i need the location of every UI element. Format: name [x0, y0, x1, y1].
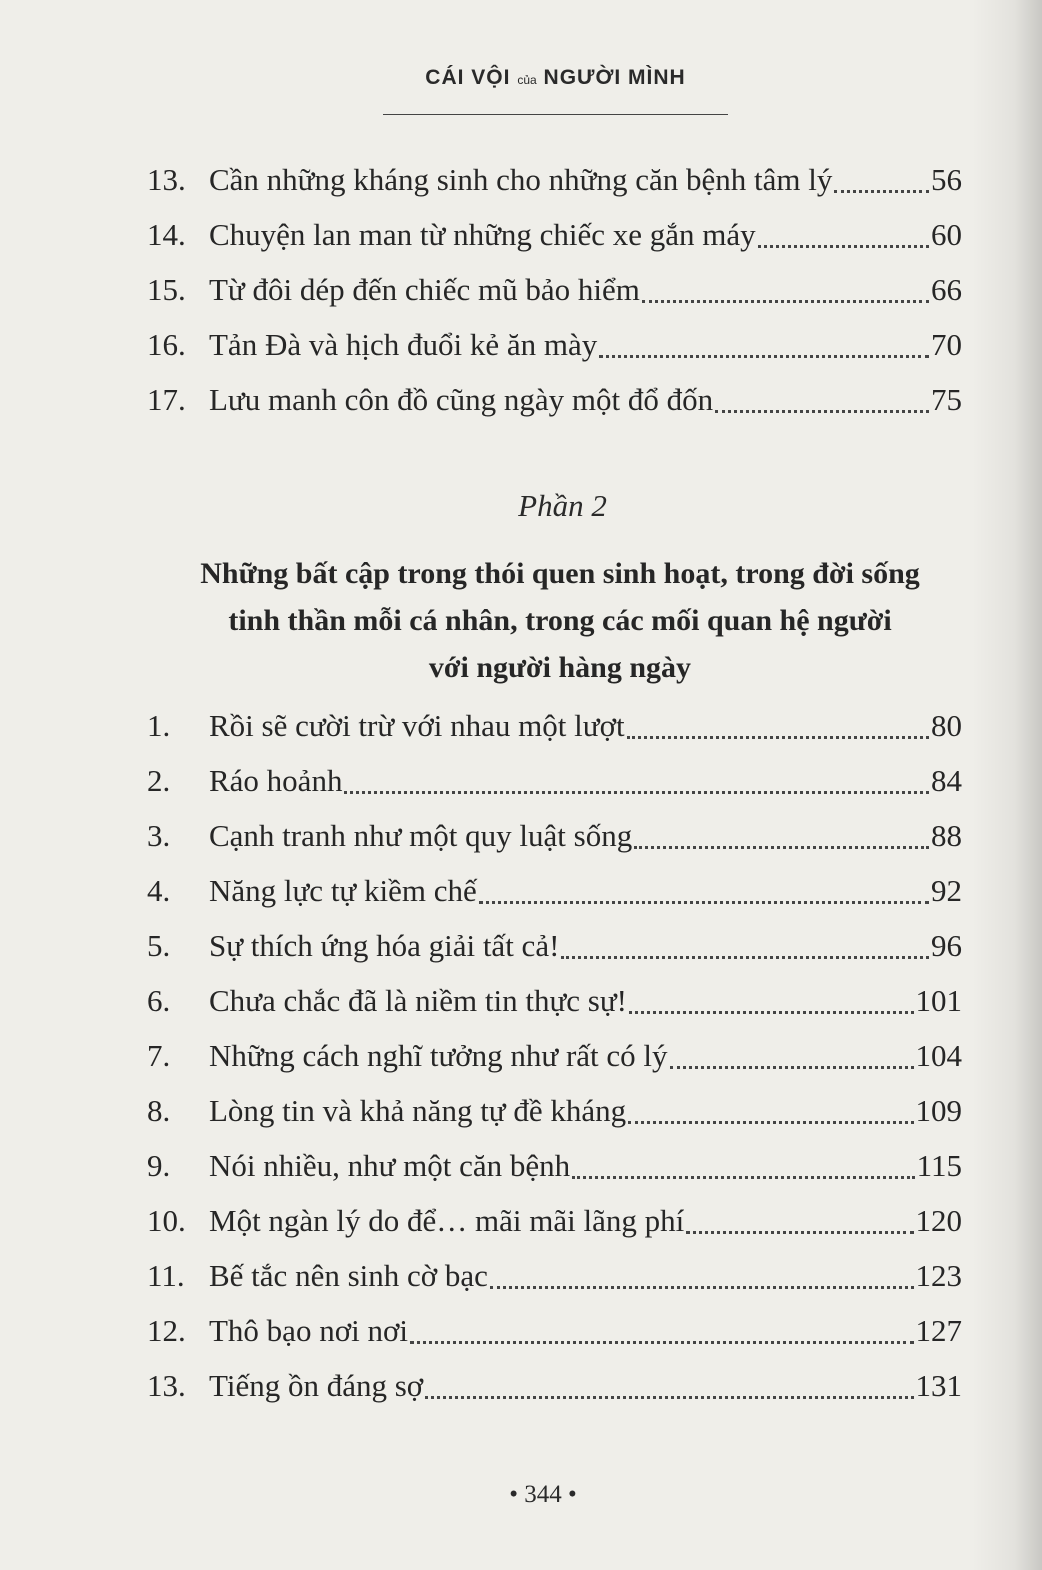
- toc-entry-page: 80: [931, 708, 962, 743]
- toc-entry-page: 131: [915, 1368, 962, 1403]
- toc-entry-number: 17.: [147, 382, 186, 417]
- toc-entry[interactable]: [147, 372, 962, 427]
- toc-entry-title: Từ đôi dép đến chiếc mũ bảo hiểm: [209, 272, 640, 307]
- toc-entry-title: Năng lực tự kiềm chế: [209, 873, 477, 908]
- toc-entry-page: 60: [931, 217, 962, 252]
- part-heading-line: tinh thần mỗi cá nhân, trong các mối quan hệ người: [228, 604, 892, 637]
- running-header-part1: CÁI VỘI: [425, 66, 511, 89]
- toc-entry-page: 88: [931, 818, 962, 853]
- toc-entry-number: 11.: [147, 1258, 185, 1293]
- running-header-part2: của: [517, 73, 537, 87]
- toc-entry-number: 8.: [147, 1093, 171, 1128]
- toc-entry-number: 6.: [147, 983, 171, 1018]
- page-number: • 344 •: [509, 1481, 577, 1508]
- toc-entry-page: 109: [915, 1093, 962, 1128]
- toc-entry-title: Bế tắc nên sinh cờ bạc: [209, 1258, 488, 1293]
- toc-part1-list: [147, 152, 962, 427]
- dot-leader: [561, 956, 929, 959]
- toc-entry[interactable]: [147, 753, 962, 808]
- toc-entry-page: 66: [931, 272, 962, 307]
- toc-entry-page: 70: [931, 327, 962, 362]
- dot-leader: [670, 1066, 914, 1069]
- dot-leader: [634, 846, 929, 849]
- page-binding-shadow: [972, 0, 1042, 1570]
- header-rule: [383, 114, 728, 115]
- toc-entry[interactable]: [147, 1248, 962, 1303]
- dot-leader: [599, 355, 929, 358]
- toc-entry-page: 101: [915, 983, 962, 1018]
- toc-entry-number: 16.: [147, 327, 186, 362]
- toc-entry-title: Chuyện lan man từ những chiếc xe gắn máy: [209, 217, 756, 252]
- toc-entry-number: 15.: [147, 272, 186, 307]
- toc-entry-page: 127: [915, 1313, 962, 1348]
- toc-part2-list: [147, 698, 962, 1413]
- toc-entry-number: 7.: [147, 1038, 171, 1073]
- toc-entry[interactable]: [147, 1083, 962, 1138]
- part-label: Phần 2: [518, 488, 607, 523]
- dot-leader: [572, 1176, 914, 1179]
- toc-entry[interactable]: [147, 973, 962, 1028]
- toc-entry[interactable]: [147, 918, 962, 973]
- toc-entry-number: 1.: [147, 708, 171, 743]
- dot-leader: [627, 736, 929, 739]
- part-heading-line: Những bất cập trong thói quen sinh hoạt, trong đời sống: [200, 557, 920, 590]
- toc-entry-number: 13.: [147, 162, 186, 197]
- toc-entry[interactable]: [147, 1303, 962, 1358]
- toc-entry[interactable]: [147, 317, 962, 372]
- toc-entry[interactable]: [147, 1193, 962, 1248]
- toc-entry-number: 12.: [147, 1313, 186, 1348]
- toc-entry-title: Sự thích ứng hóa giải tất cả!: [209, 928, 560, 963]
- toc-entry-title: Ráo hoảnh: [209, 763, 343, 798]
- toc-entry[interactable]: [147, 207, 962, 262]
- dot-leader: [490, 1286, 914, 1289]
- toc-entry-number: 13.: [147, 1368, 186, 1403]
- dot-leader: [629, 1011, 914, 1014]
- dot-leader: [479, 901, 929, 904]
- toc-entry-number: 2.: [147, 763, 171, 798]
- toc-entry-title: Cần những kháng sinh cho những căn bệnh tâm lý: [209, 162, 833, 197]
- toc-entry[interactable]: [147, 698, 962, 753]
- toc-entry-number: 9.: [147, 1148, 171, 1183]
- dot-leader: [758, 245, 929, 248]
- part-heading: [140, 550, 980, 691]
- dot-leader: [344, 791, 929, 794]
- toc-entry[interactable]: [147, 152, 962, 207]
- dot-leader: [715, 410, 929, 413]
- running-header: [383, 66, 728, 90]
- toc-entry[interactable]: [147, 1358, 962, 1413]
- toc-entry-title: Cạnh tranh như một quy luật sống: [209, 818, 633, 853]
- toc-entry-title: Nói nhiều, như một căn bệnh: [209, 1148, 571, 1183]
- toc-entry-page: 75: [931, 382, 962, 417]
- toc-entry-title: Lưu manh côn đồ cũng ngày một đổ đốn: [209, 382, 714, 417]
- toc-entry-title: Chưa chắc đã là niềm tin thực sự!: [209, 983, 627, 1018]
- toc-entry[interactable]: [147, 1028, 962, 1083]
- toc-entry-page: 120: [915, 1203, 962, 1238]
- toc-entry-number: 10.: [147, 1203, 186, 1238]
- toc-entry-page: 96: [931, 928, 962, 963]
- toc-entry-number: 14.: [147, 217, 186, 252]
- toc-entry-page: 84: [931, 763, 962, 798]
- toc-entry[interactable]: [147, 1138, 962, 1193]
- toc-entry-page: 56: [931, 162, 962, 197]
- toc-entry-title: Một ngàn lý do để… mãi mãi lãng phí: [209, 1203, 685, 1238]
- dot-leader: [642, 300, 929, 303]
- toc-entry-page: 104: [915, 1038, 962, 1073]
- dot-leader: [628, 1121, 913, 1124]
- toc-entry-title: Lòng tin và khả năng tự đề kháng: [209, 1093, 627, 1128]
- toc-entry-title: Những cách nghĩ tưởng như rất có lý: [209, 1038, 668, 1073]
- dot-leader: [410, 1341, 914, 1344]
- toc-entry[interactable]: [147, 808, 962, 863]
- toc-entry-number: 3.: [147, 818, 171, 853]
- toc-entry-page: 123: [915, 1258, 962, 1293]
- toc-entry-number: 5.: [147, 928, 171, 963]
- toc-entry-page: 115: [916, 1148, 962, 1183]
- part-heading-line: với người hàng ngày: [428, 651, 692, 684]
- dot-leader: [686, 1231, 913, 1234]
- toc-entry[interactable]: [147, 863, 962, 918]
- dot-leader: [834, 190, 929, 193]
- dot-leader: [425, 1396, 913, 1399]
- toc-entry-number: 4.: [147, 873, 171, 908]
- toc-entry-page: 92: [931, 873, 962, 908]
- toc-entry-title: Thô bạo nơi nơi: [209, 1313, 408, 1348]
- toc-entry[interactable]: [147, 262, 962, 317]
- toc-entry-title: Tản Đà và hịch đuổi kẻ ăn mày: [209, 327, 598, 362]
- running-header-part3: NGƯỜI MÌNH: [543, 66, 686, 89]
- toc-entry-title: Rồi sẽ cười trừ với nhau một lượt: [209, 708, 625, 743]
- toc-entry-title: Tiếng ồn đáng sợ: [209, 1368, 424, 1403]
